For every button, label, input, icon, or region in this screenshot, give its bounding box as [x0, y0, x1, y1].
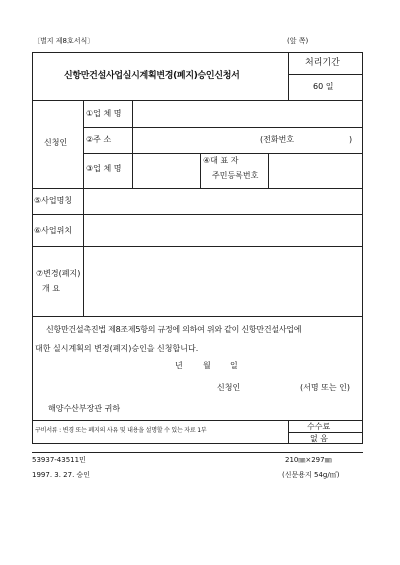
applicant-section-label: 신청인	[44, 138, 68, 147]
signature-or-seal-label: (서명 또는 인)	[300, 383, 350, 392]
business-name-label: ③업 체 명	[86, 164, 122, 173]
paper-type: (신문용지 54g/㎡)	[282, 471, 340, 479]
paper-size: 210㎜×297㎜	[285, 456, 332, 464]
page-face-label: (앞 쪽)	[287, 37, 309, 45]
signature-applicant-label: 신청인	[217, 383, 241, 392]
company-name-label: ①업 체 명	[86, 109, 122, 118]
date-month: 월	[203, 361, 211, 370]
date-day: 일	[230, 361, 238, 370]
statement-line-1: 신항만건설촉진법 제8조제5항의 규정에 의하여 위와 같이 신항만건설사업에	[46, 325, 302, 334]
change-outline-label-2: 개 요	[42, 284, 60, 293]
form-title: 신항만건설사업실시계획변경(폐지)승인신청서	[64, 71, 240, 81]
statement-line-2: 대한 실시계획의 변경(폐지)승인을 신청합니다.	[35, 344, 199, 353]
fee-value: 없 음	[310, 434, 328, 443]
form-code: 53937-43511민	[32, 456, 86, 464]
approval-date: 1997. 3. 27. 승인	[32, 471, 91, 479]
date-year: 년	[175, 361, 183, 370]
resident-number-label: 주민등록번호	[212, 171, 259, 180]
address-label: ②주 소	[86, 135, 112, 144]
project-name-label: ⑤사업명칭	[34, 196, 73, 205]
representative-label: ④대 표 자	[203, 156, 239, 165]
phone-number-label: (전화번호	[260, 135, 295, 144]
fee-label: 수수료	[307, 422, 331, 431]
recipient-label: 해양수산부장관 귀하	[48, 404, 121, 413]
processing-period-label: 처리기간	[305, 58, 340, 68]
form-number: 〔별지 제8호서식〕	[33, 37, 95, 45]
required-documents-label: 구비서류 : 변경 또는 폐지의 사유 및 내용을 설명할 수 있는 자료 1부	[35, 427, 207, 434]
project-location-label: ⑥사업위치	[34, 226, 73, 235]
processing-period-value: 60 일	[313, 82, 334, 91]
change-outline-label: ⑦변경(폐지)	[36, 269, 81, 278]
phone-close-paren: )	[349, 135, 353, 144]
